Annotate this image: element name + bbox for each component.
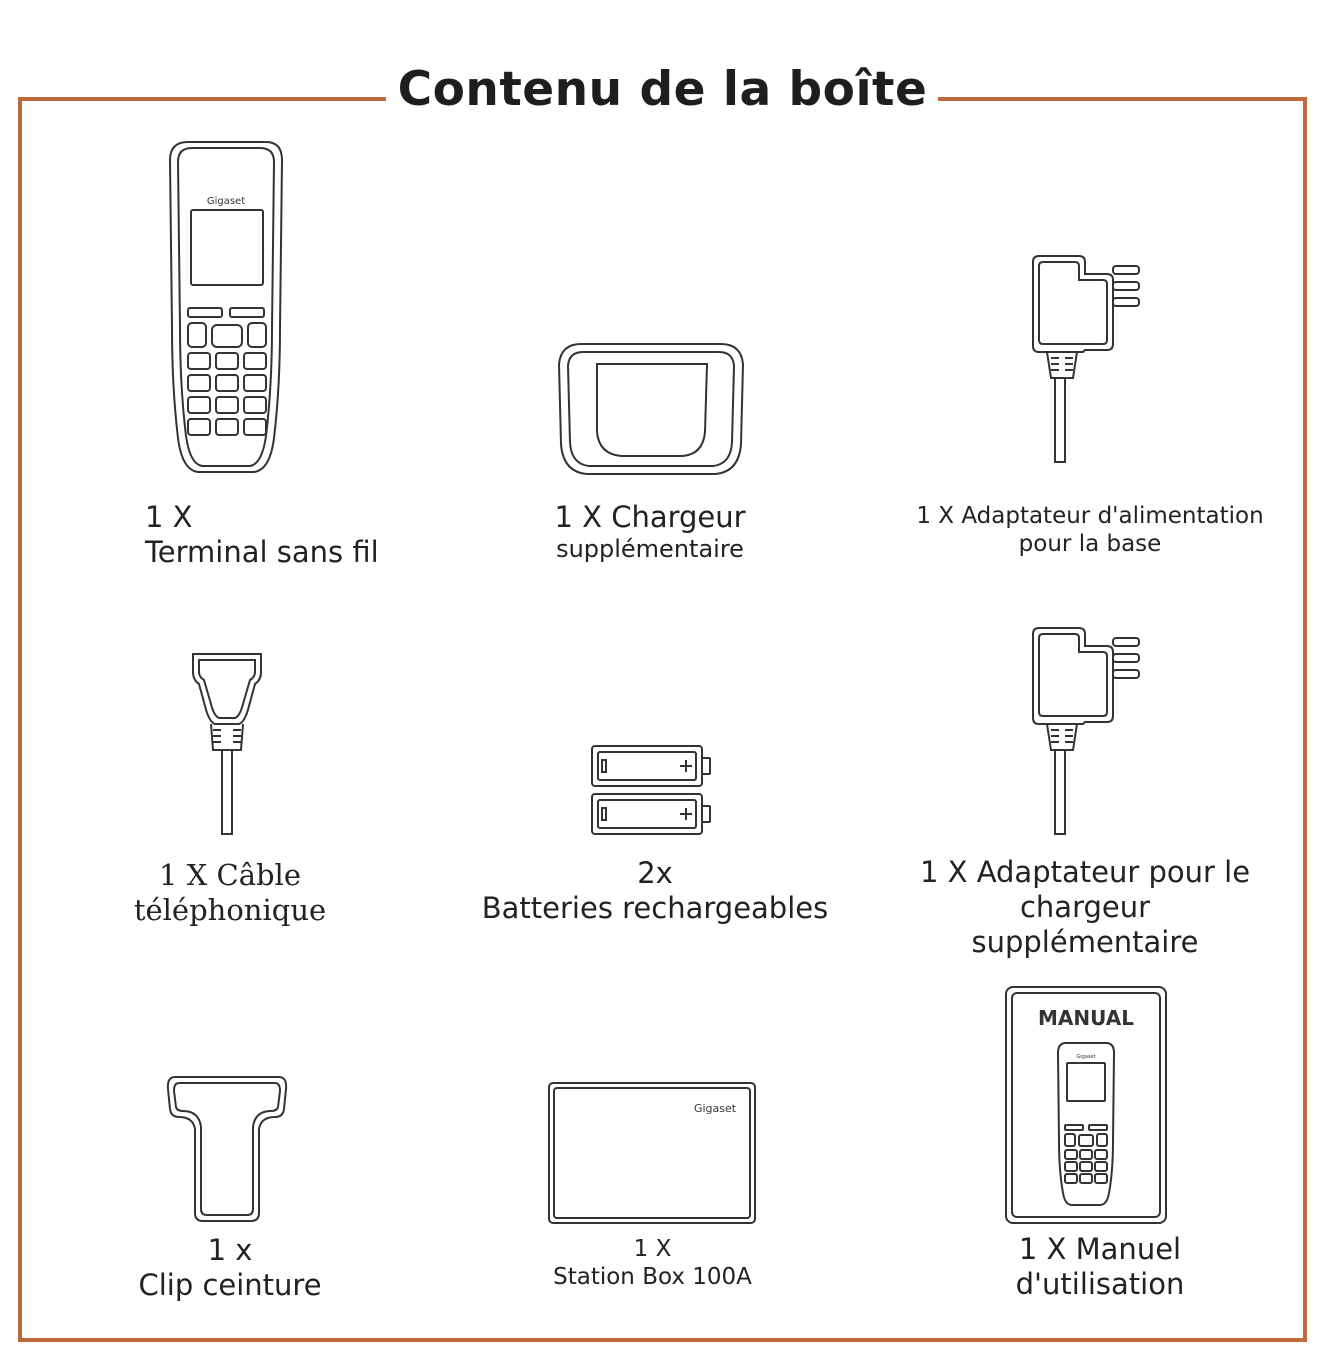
caption-line: 1 X [145,500,193,534]
item-caption-manual [985,1232,1215,1302]
item-caption-charger-adapter [905,855,1265,959]
item-caption-belt-clip [120,1233,340,1303]
batteries-icon [590,742,714,838]
caption-line: supplémentaire [971,924,1199,959]
caption-line: 1 X Câble [158,858,301,892]
item-caption-base-station [530,1236,775,1291]
caption-line: téléphonique [133,892,327,927]
item-caption-charger [540,500,760,564]
caption-line: supplémentaire [556,534,744,563]
charger-icon [555,340,747,480]
frame-top-line-right [938,97,1307,101]
caption-line: chargeur [1019,889,1151,924]
caption-line: 1 X Adaptateur pour le [919,855,1251,889]
caption-line: pour la base [1018,530,1162,557]
base-station-brand: Gigaset [693,1102,737,1115]
power-adapter-icon [1025,252,1145,466]
caption-line: 1 x [207,1233,253,1267]
item-caption-power-adapter [900,503,1280,558]
caption-line: Terminal sans fil [145,534,379,569]
caption-line: 2x [637,856,673,890]
item-caption-batteries [470,856,840,926]
caption-line: 1 X Chargeur [554,500,746,534]
frame-top-line-left [18,97,386,101]
manual-handset-brand: Gigaset [1076,1054,1096,1060]
caption-line: 1 X Manuel [1018,1232,1182,1266]
phone-cable-icon [185,650,269,838]
item-caption-phone-cable [105,858,355,928]
caption-line: 1 X [633,1236,672,1262]
base-station-icon [547,1081,757,1225]
handset-icon [160,138,292,478]
item-caption-handset [145,500,379,570]
page-title: Contenu de la boîte [397,62,928,117]
manual-icon [1004,985,1168,1225]
caption-line: Station Box 100A [553,1263,752,1290]
handset-brand: Gigaset [206,196,246,207]
caption-line: d'utilisation [1015,1266,1185,1301]
belt-clip-icon [165,1073,289,1225]
manual-label: MANUAL [1038,1006,1134,1030]
charger-adapter-icon [1025,624,1145,838]
caption-line: Batteries rechargeables [481,890,829,925]
caption-line: 1 X Adaptateur d'alimentation [916,503,1264,529]
caption-line: Clip ceinture [138,1267,322,1302]
